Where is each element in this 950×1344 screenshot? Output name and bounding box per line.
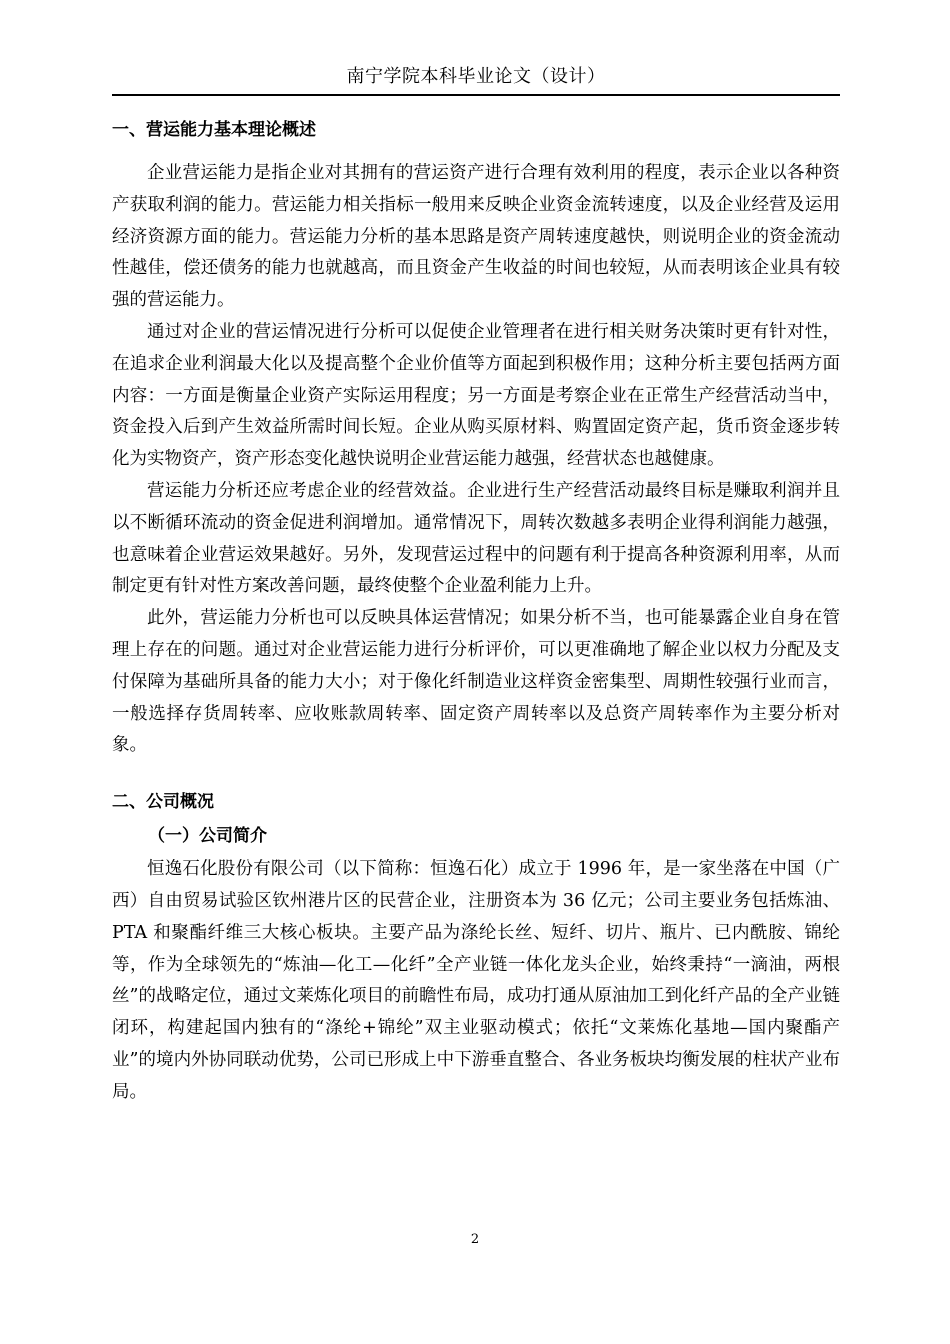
section-heading-2: 二、公司概况: [112, 792, 214, 813]
page-header: 南宁学院本科毕业论文（设计）: [346, 66, 606, 87]
body-paragraph: 恒逸石化股份有限公司（以下简称：恒逸石化）成立于 1996 年，是一家坐落在中国（广西）自由贸易试验区钦州港片区的民营企业，注册资本为 36 亿元；公司主要业务包括炼油、PTA 和聚酯纤维三大核心板块。主要产品为涤纶长丝、短纤、切片、瓶片、已内酰胺、锦纶等，作为全球领先的“炼油—化工—化纤”全产业链一体化龙头企业，始终秉持“一滴油，两根丝”的战略定位，通过文莱炼化项目的前瞻性布局，成功打通从原油加工到化纤产品的全产业链闭环，构建起国内独有的“涤纶+锦纶”双主业驱动模式；依托“文莱炼化基地—国内聚酯产业”的境内外协同联动优势，公司已形成上中下游垂直整合、各业务板块均衡发展的柱状产业布局。: [112, 859, 840, 1102]
body-paragraph: 营运能力分析还应考虑企业的经营效益。企业进行生产经营活动最终目标是赚取利润并且以不断循环流动的资金促进利润增加。通常情况下，周转次数越多表明企业得利润能力越强，也意味着企业营运效果越好。另外，发现营运过程中的问题有利于提高各种资源利用率，从而制定更有针对性方案改善问题，最终使整个企业盈利能力上升。: [112, 480, 840, 597]
header-rule: [112, 94, 840, 96]
subsection-heading: （一）公司简介: [148, 826, 267, 847]
body-paragraph: 此外，营运能力分析也可以反映具体运营情况；如果分析不当，也可能暴露企业自身在管理上存在的问题。通过对企业营运能力进行分析评价，可以更准确地了解企业以权力分配及支付保障为基础所具备的能力大小；对于像化纤制造业这样资金密集型、周期性较强行业而言，一般选择存货周转率、应收账款周转率、固定资产周转率以及总资产周转率作为主要分析对象。: [112, 608, 840, 756]
section-heading-1: 一、营运能力基本理论概述: [112, 120, 316, 140]
body-paragraph: 通过对企业的营运情况进行分析可以促使企业管理者在进行相关财务决策时更有针对性，在追求企业利润最大化以及提高整个企业价值等方面起到积极作用；这种分析主要包括两方面内容：一方面是衡量企业资产实际运用程度；另一方面是考察企业在正常生产经营活动当中，资金投入后到产生效益所需时间长短。企业从购买原材料、购置固定资产起，货币资金逐步转化为实物资产，资产形态变化越快说明企业营运能力越强，经营状态也越健康。: [112, 321, 840, 470]
page-body: [112, 118, 840, 1109]
body-paragraph: 企业营运能力是指企业对其拥有的营运资产进行合理有效利用的程度，表示企业以各种资产获取利润的能力。营运能力相关指标一般用来反映企业资金流转速度，以及企业经营及运用经济资源方面的能力。营运能力分析的基本思路是资产周转速度越快，则说明企业的资金流动性越佳，偿还债务的能力也就越高，而且资金产生收益的时间也较短，从而表明该企业具有较强的营运能力。: [112, 163, 840, 311]
page-number: 2: [470, 1232, 480, 1247]
